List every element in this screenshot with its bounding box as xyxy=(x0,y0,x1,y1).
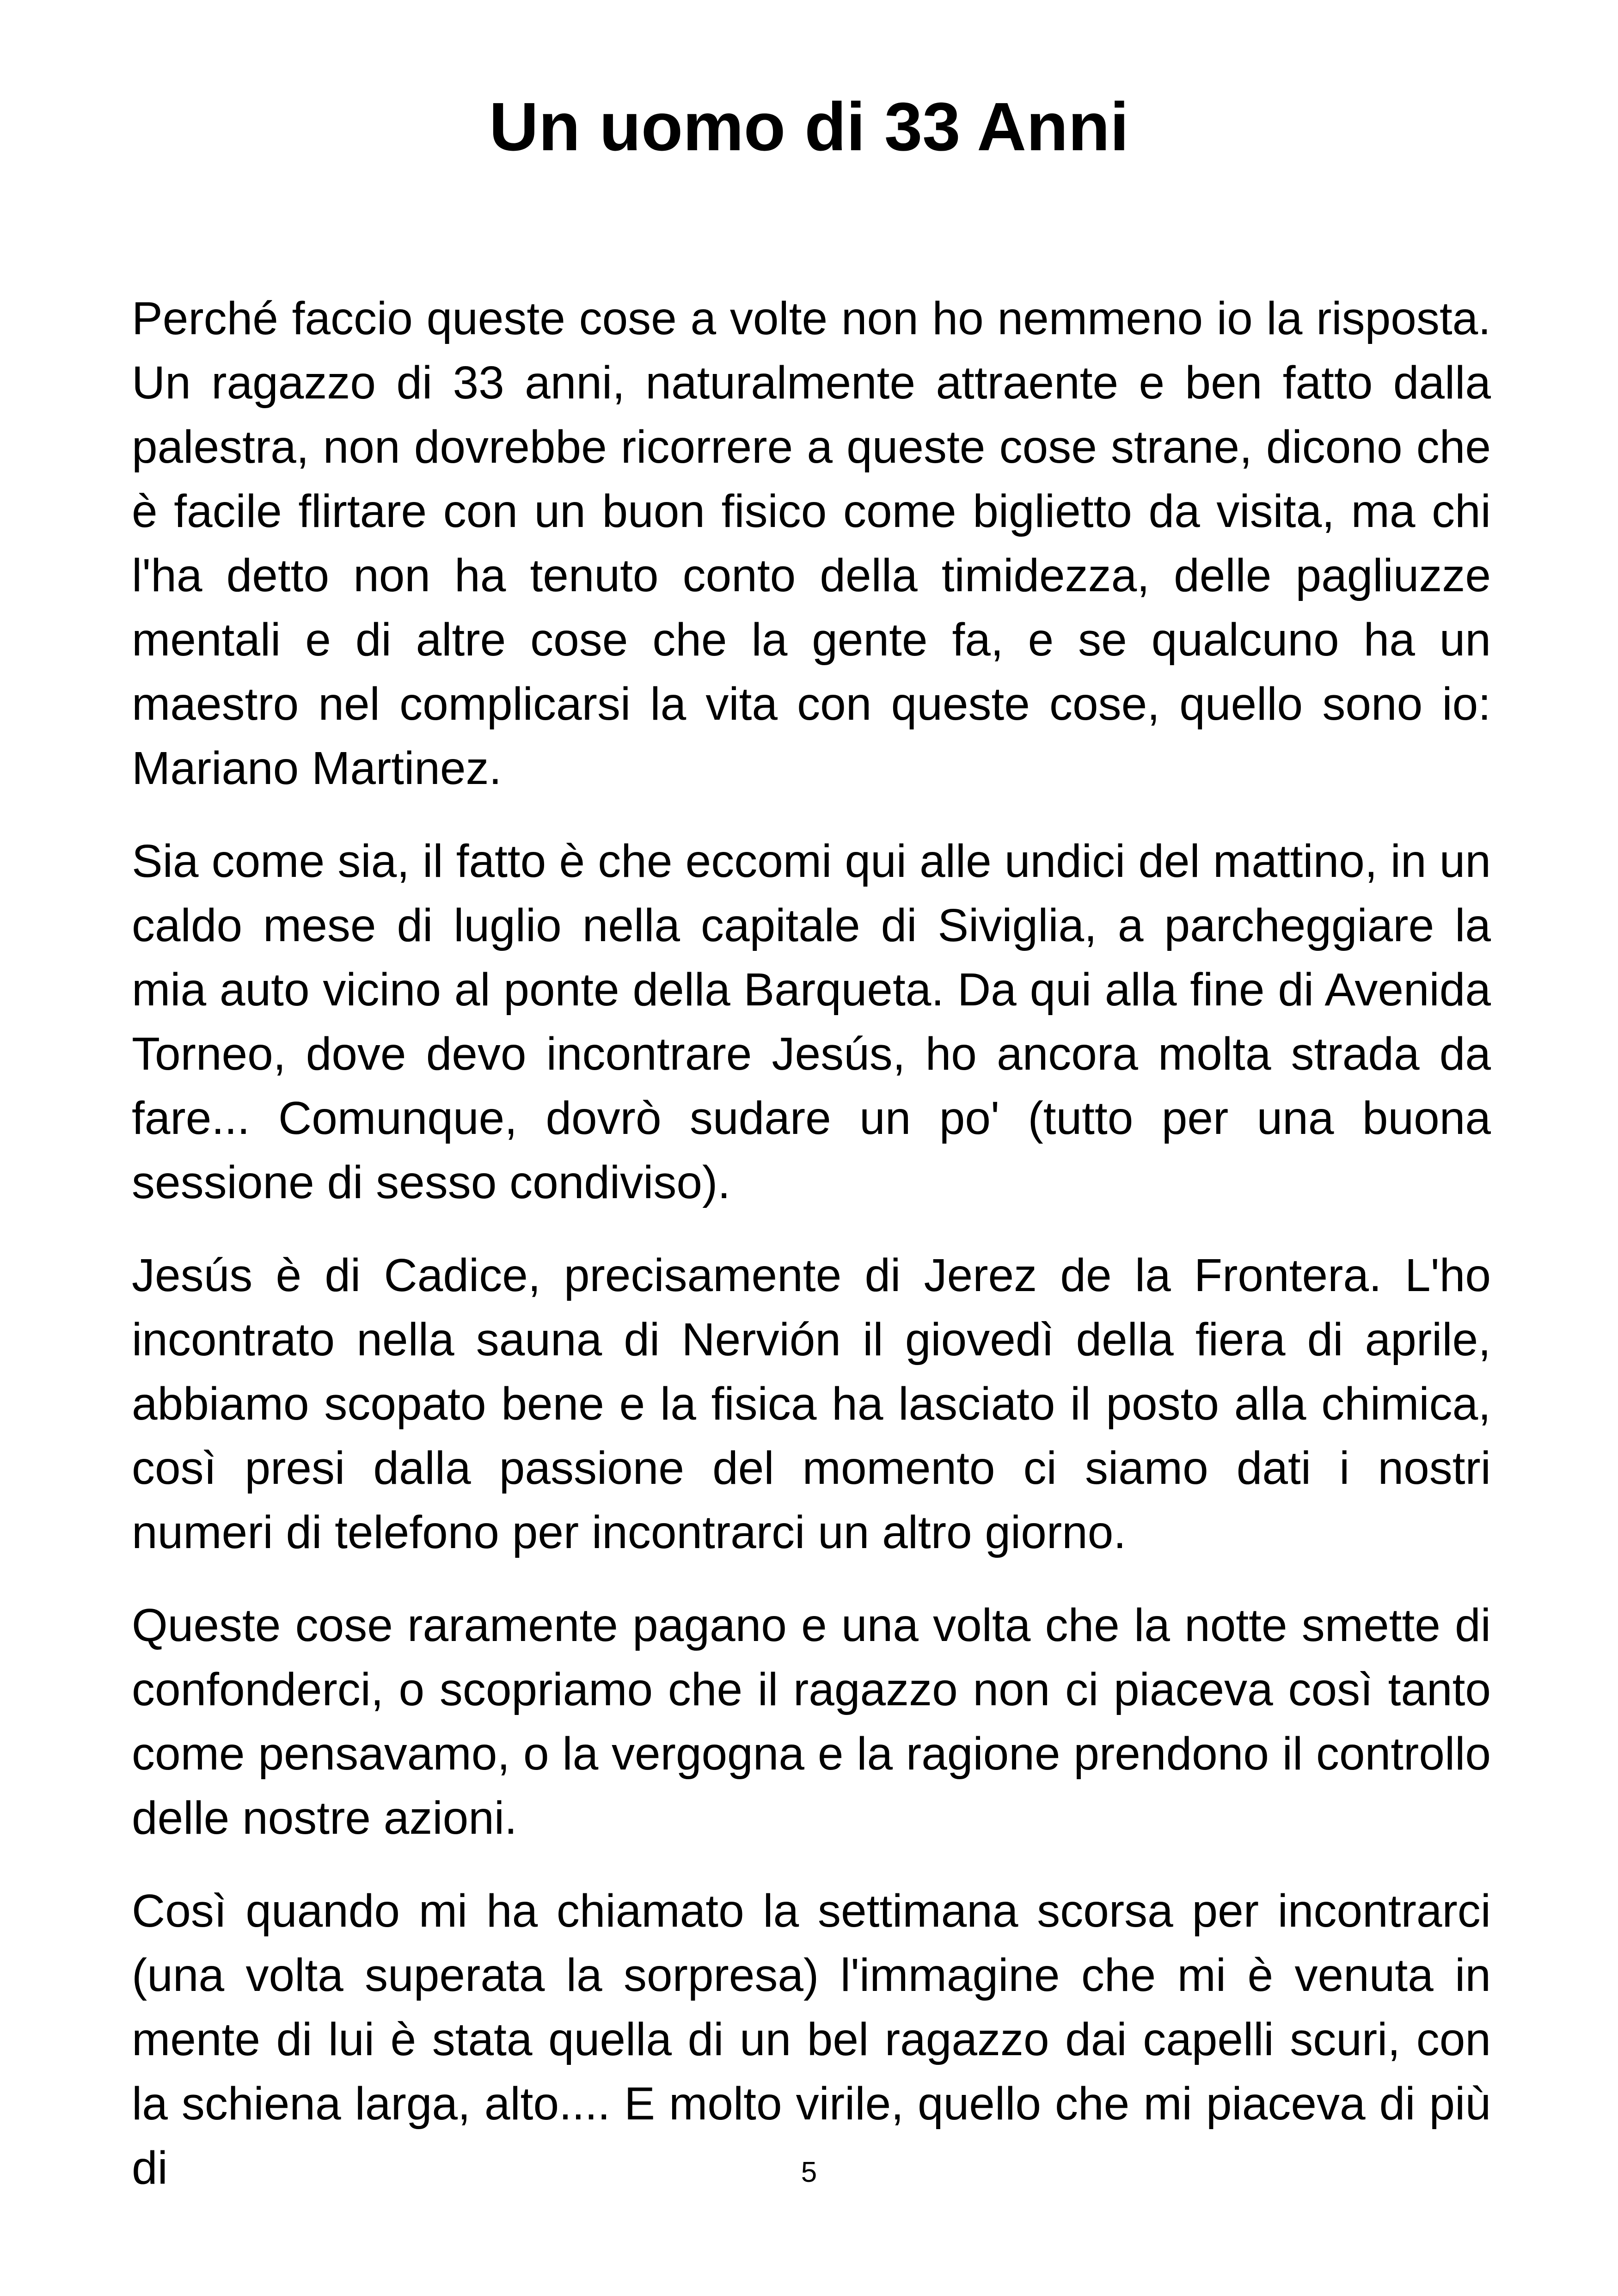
paragraph-3: Jesús è di Cadice, precisamente di Jerez de la Frontera. L'ho incontrato nella sauna di Nervión il giovedì della fiera di aprile, abbiamo scopato bene e la fisica ha lasciato il posto alla chimica, così presi dalla passione del momento ci siamo dati i nostri numeri di telefono per incontrarci un altro giorno. xyxy=(132,1249,1491,1558)
paragraph-2: Sia come sia, il fatto è che eccomi qui alle undici del mattino, in un caldo mese di luglio nella capitale di Siviglia, a parcheggiare la mia auto vicino al ponte della Barqueta. Da qui alla fine di Avenida Torneo, dove devo incontrare Jesús, ho ancora molta strada da fare... Comunque, dovrò sudare un po' (tutto per una buona sessione di sesso condiviso). xyxy=(132,835,1491,1208)
paragraph-1: Perché faccio queste cose a volte non ho nemmeno io la risposta. Un ragazzo di 33 anni, naturalmente attraente e ben fatto dalla palestra, non dovrebbe ricorrere a queste cose strane, dicono che è facile flirtare con un buon fisico come biglietto da visita, ma chi l'ha detto non ha tenuto conto della timidezza, delle pagliuzze mentali e di altre cose che la gente fa, e se qualcuno ha un maestro nel complicarsi la vita con queste cose, quello sono io: Mariano Martinez. xyxy=(132,293,1491,794)
paragraph-4: Queste cose raramente pagano e una volta che la notte smette di confonderci, o scopriamo che il ragazzo non ci piaceva così tanto come pensavamo, o la vergogna e la ragione prendono il controllo delle nostre azioni. xyxy=(132,1599,1491,1844)
page-title: Un uomo di 33 Anni xyxy=(489,89,1129,165)
paragraph-5: Così quando mi ha chiamato la settimana scorsa per incontrarci (una volta superata la sorpresa) l'immagine che mi è venuta in mente di lui è stata quella di un bel ragazzo dai capelli scuri, con la schiena larga, alto.... E molto virile, quello che mi piaceva di più di xyxy=(132,1885,1491,2194)
body-text xyxy=(132,287,1491,2200)
page-number: 5 xyxy=(801,2156,817,2188)
